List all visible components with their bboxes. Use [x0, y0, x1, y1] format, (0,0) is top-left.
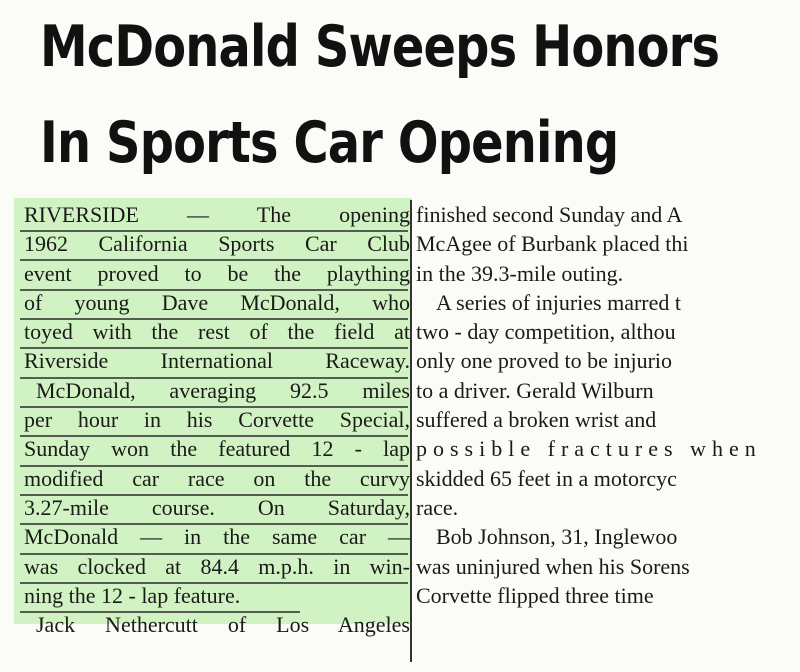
article-line: Corvette flipped three time [416, 582, 654, 608]
article-line: to a driver. Gerald Wilburn [416, 377, 654, 403]
article-line: McDonald — in the same car — [24, 524, 410, 550]
article-line: RIVERSIDE — The opening [24, 202, 410, 227]
headline-line-2: In Sports Car Opening [40, 110, 619, 176]
article-line: in the 39.3-mile outing. [416, 260, 624, 286]
article-line: McDonald, averaging 92.5 miles [36, 377, 410, 403]
article-line: 3.27-mile course. On Saturday, [24, 494, 410, 520]
article-line: of young Dave McDonald, who [24, 289, 410, 315]
column-divider [410, 200, 412, 662]
left-column [24, 200, 410, 639]
article-line: A series of injuries marred t [436, 289, 681, 315]
article-line: Jack Nethercutt of Los Angeles [36, 612, 410, 638]
article-line: McAgee of Burbank placed thi [416, 231, 689, 257]
headline-line-1: McDonald Sweeps Honors [40, 14, 720, 80]
article-line: possible fractures when [416, 436, 762, 462]
article-line: 1962 California Sports Car Club [24, 231, 410, 257]
article-line: finished second Sunday and A [416, 202, 683, 227]
article-line: race. [416, 494, 459, 520]
article-line: Riverside International Raceway. [24, 348, 410, 374]
article-line: only one proved to be injurio [416, 348, 673, 374]
article-line: Sunday won the featured 12 - lap [24, 436, 410, 462]
article-line: was clocked at 84.4 m.p.h. in win- [24, 553, 410, 579]
article-line: toyed with the rest of the field at [24, 319, 410, 345]
article-line: skidded 65 feet in a motorcyc [416, 465, 677, 491]
article-line: suffered a broken wrist and [416, 407, 657, 433]
article-line: Bob Johnson, 31, Inglewoo [436, 524, 678, 550]
article-line: event proved to be the plaything [24, 260, 410, 286]
right-column [416, 200, 800, 610]
article-line: two - day competition, althou [416, 319, 676, 345]
article-line: was uninjured when his Sorens [416, 553, 690, 579]
article-line: ning the 12 - lap feature. [24, 582, 241, 608]
article-line: per hour in his Corvette Special, [24, 407, 410, 433]
article-line: modified car race on the curvy [24, 465, 410, 491]
